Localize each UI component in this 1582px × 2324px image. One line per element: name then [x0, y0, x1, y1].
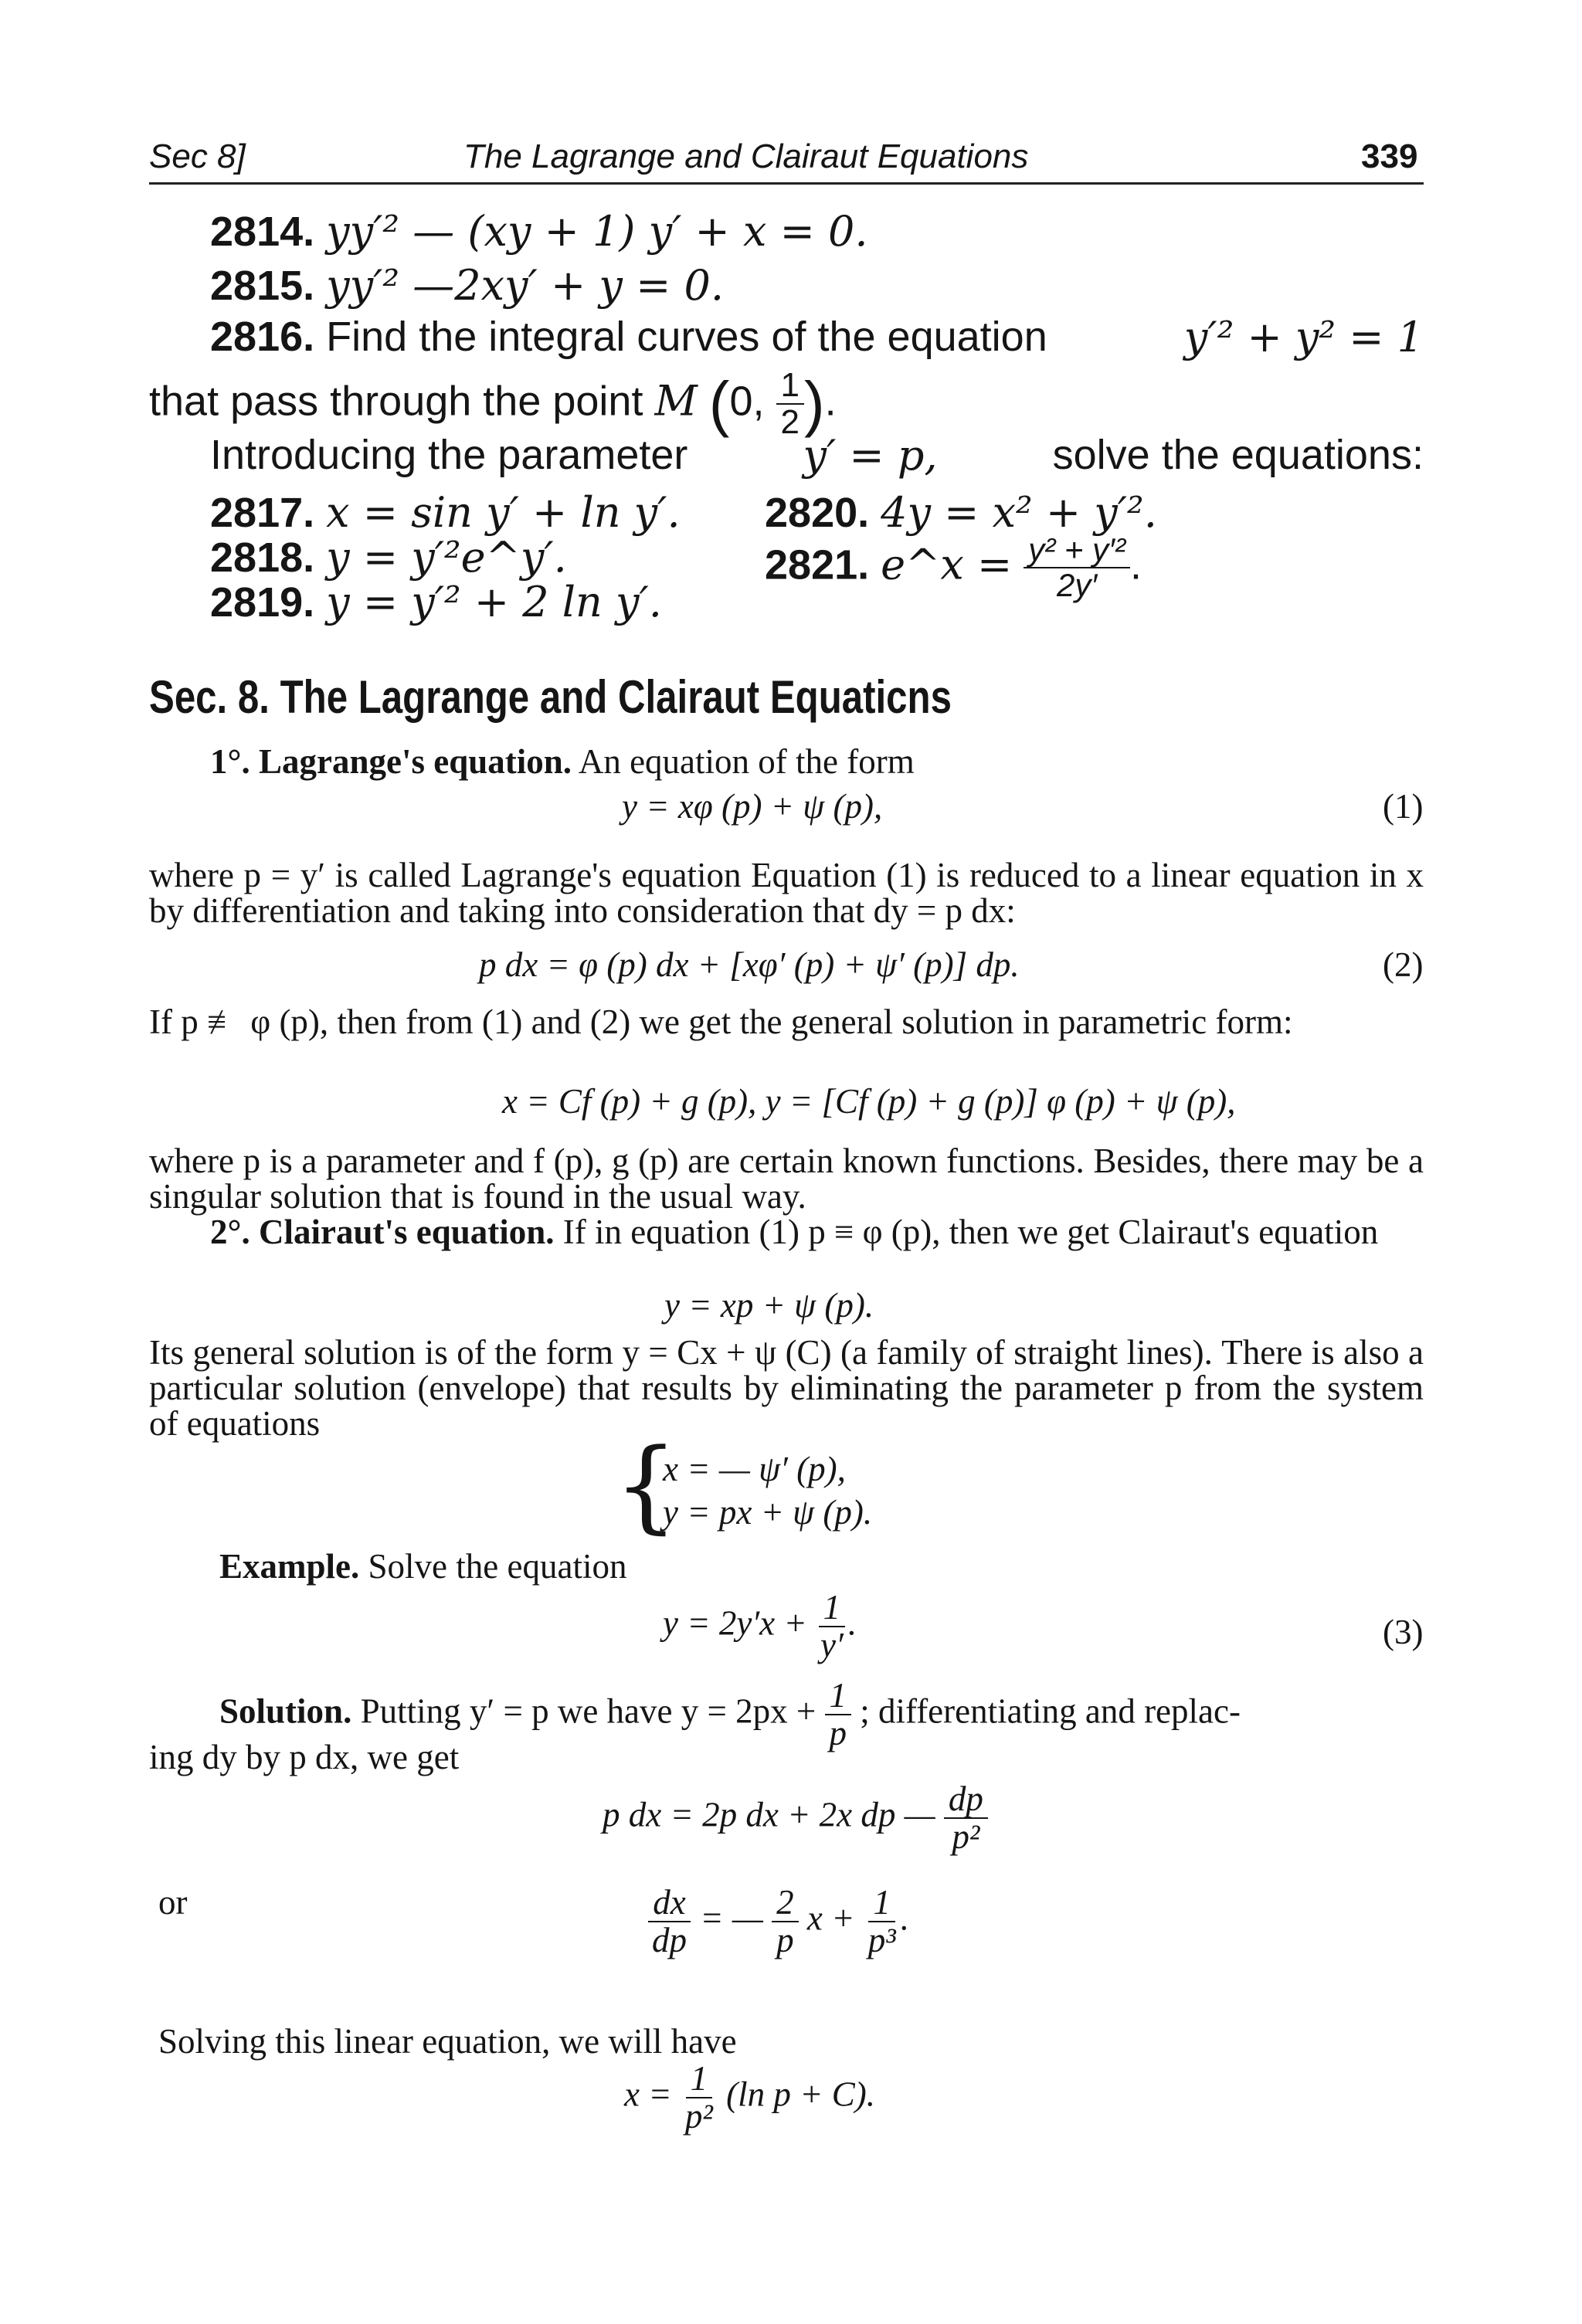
problem-2814: 2814. yy′² — (xy + 1) y′ + x = 0. [210, 207, 868, 256]
problem-2821: 2821. e^x = $\frac{\text{y² + y′²}}{2y'}$ . [765, 531, 1142, 604]
or-label: or [158, 1883, 188, 1922]
solving-text: Solving this linear equation, we will have [158, 2022, 737, 2061]
lagrange-paragraph-2: If p ≢ φ (p), then from (1) and (2) we get the general solution in parametric form: [149, 1003, 1293, 1041]
equation-2: p dx = φ (p) dx + [xφ′ (p) + ψ′ (p)] dp. [479, 945, 1020, 984]
lagrange-paragraph-1: where p = y′ is called Lagrange's equation Equation (1) is reduced to a linear equation in x by differentiation and taking into consideration that dy = p dx: [149, 856, 1424, 930]
equation-5-lhs-fraction: $\frac{dx}{dp}$ [647, 1885, 691, 1959]
equation-3-label: (3) [1383, 1613, 1424, 1651]
parameter-intro: Introducing the parameter y′ = p, solve the equations: [210, 431, 1424, 480]
clairaut-general-solution-paragraph: Its general solution is of the form y = Cx + ψ (C) (a family of straight lines). There is also a particular solution (envelope) that results by eliminating the parameter p from the system of equations [149, 1333, 1424, 1443]
lagrange-paragraph-intro: 1°. Lagrange's equation. An equation of the form [210, 742, 915, 781]
running-head-section: Sec 8] [149, 137, 246, 175]
equation-5-fraction-2: $\frac{1}{\text{p³}}$ [867, 1883, 896, 1960]
running-head-title: The Lagrange and Clairaut Equations [463, 137, 1029, 175]
problem-2817: 2817. x = sin y′ + ln y′. [210, 488, 681, 537]
example-intro: Example. Solve the equation [219, 1547, 627, 1586]
system-line-2: y = px + ψ (p). [663, 1493, 873, 1532]
point-y-fraction: $\frac{1}{2}$ [776, 368, 804, 440]
problem-2816: 2816. Find the integral curves of the equation y′² + y² = 1 [210, 313, 1424, 361]
solution-fraction: $\frac{1}{p}$ [825, 1678, 852, 1752]
solution-line-2: ing dy by p dx, we get [149, 1738, 460, 1776]
equation-1: y = xφ (p) + ψ (p), [622, 787, 883, 826]
equation-general-solution: x = Cf (p) + g (p), y = [Cf (p) + g (p)] φ (p) + ψ (p), [502, 1082, 1236, 1121]
header-rule [149, 182, 1424, 185]
paren-left: ( [708, 369, 730, 439]
solution-line-1: Solution. Putting y′ = p we have y = 2px + $\frac{1}{p}$ ; differentiating and replac- [219, 1676, 1241, 1753]
problem-2819: 2819. y = y′² + 2 ln y′. [210, 578, 662, 626]
equation-1-label: (1) [1383, 787, 1424, 826]
equation-3-fraction: $\frac{1}{y'}$ [816, 1589, 848, 1664]
problem-2818: 2818. y = y′²e^y′. [210, 533, 567, 582]
lagrange-paragraph-3: where p is a parameter and f (p), g (p) are certain known functions. Besides, there may be a singular solution that is found in the usual way. [149, 1142, 1424, 1216]
equation-4: p dx = 2p dx + 2x dp — $\frac{dp}{\text{p²}}$ [603, 1781, 988, 1856]
equation-4-fraction: $\frac{dp}{\text{p²}}$ [944, 1781, 988, 1856]
problem-2820: 2820. 4y = x² + y′². [765, 488, 1157, 537]
equation-5: $\frac{dx}{dp}$ = — $\frac{2}{p}$ x + $\frac{1}{\text{p³}}$ . [647, 1885, 909, 1959]
problem-2821-fraction: $\frac{\text{y² + y′²}}{2y'}$ [1024, 533, 1130, 602]
clairaut-paragraph: 2°. Clairaut's equation. If in equation (1) p ≡ φ (p), then we get Clairaut's equation [210, 1213, 1379, 1251]
equation-6-fraction: $\frac{1}{\text{p²}}$ [684, 2059, 713, 2136]
equation-5-fraction-1: $\frac{2}{p}$ [772, 1885, 799, 1959]
problem-2815: 2815. yy′² —2xy′ + y = 0. [210, 261, 725, 310]
equation-6: x = $\frac{1}{\text{p²}}$ (ln p + C). [624, 2059, 875, 2136]
paren-right: ) [803, 369, 825, 439]
section-title: Sec. 8. The Lagrange and Clairaut Equaticns [149, 671, 952, 723]
problem-2816-continued: that pass through the point M (0, $\frac{1}{2}$ ). [149, 366, 837, 442]
system-brace: { [614, 1427, 678, 1544]
equation-clairaut: y = xp + ψ (p). [664, 1286, 874, 1325]
page-number: 339 [1361, 137, 1418, 175]
equation-3: y = 2y′x + $\frac{1}{y'}$ . [663, 1588, 857, 1665]
system-line-1: x = — ψ′ (p), [663, 1450, 846, 1488]
equation-2-label: (2) [1383, 945, 1424, 984]
